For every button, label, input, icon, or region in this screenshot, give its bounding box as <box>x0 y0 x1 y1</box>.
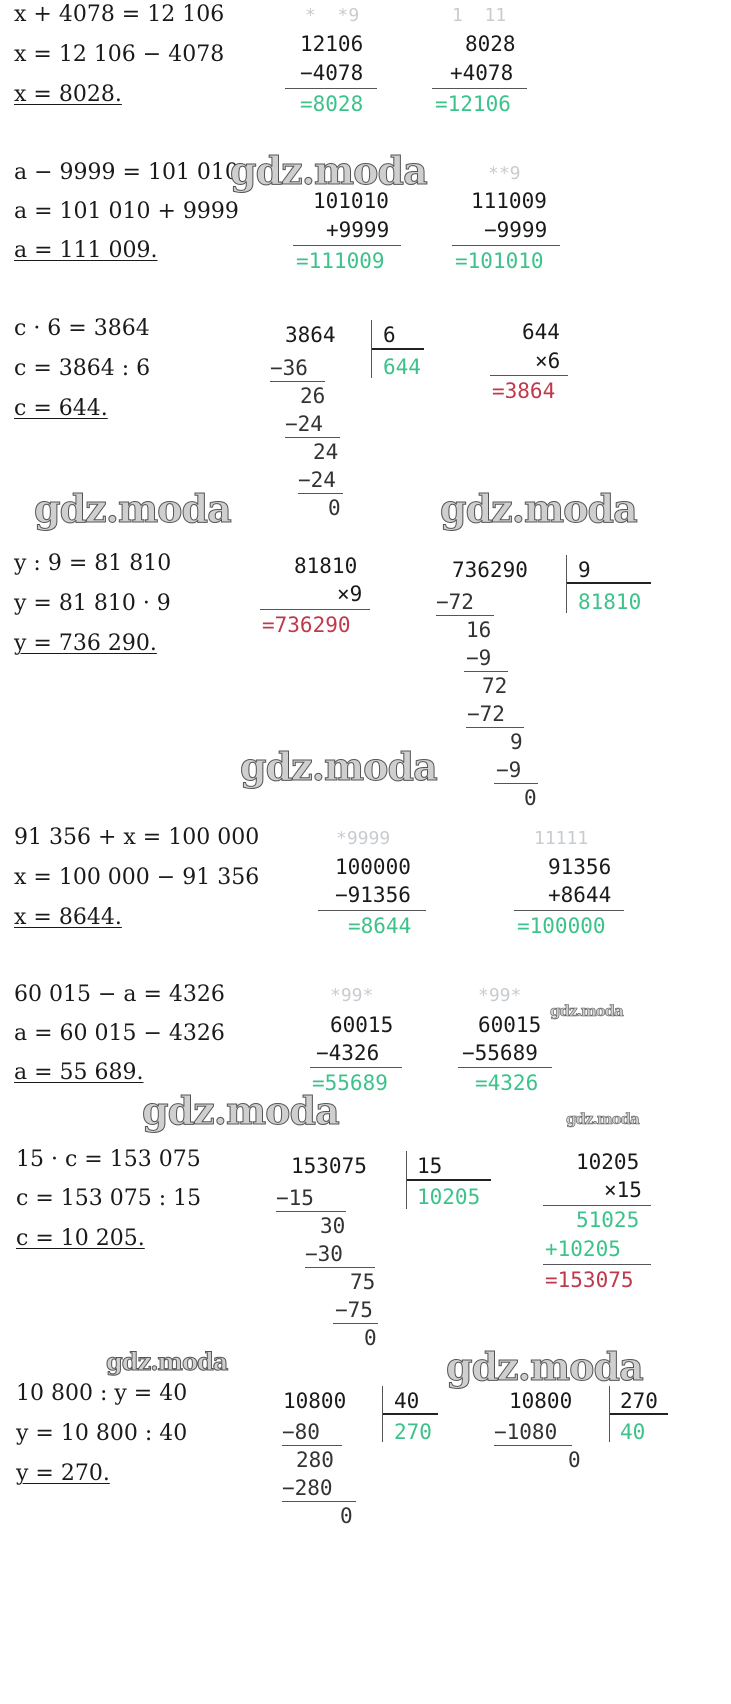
dividend: 153075 <box>291 1154 367 1178</box>
operand: 60015 <box>478 1013 542 1037</box>
dividend: 3864 <box>285 323 336 347</box>
watermark-logo: gdz.moda <box>566 1110 639 1128</box>
partial: −75 <box>335 1298 373 1322</box>
rule-line <box>318 910 426 911</box>
operand: 8028 <box>465 32 516 56</box>
rule-line <box>260 609 370 610</box>
partial: 24 <box>313 440 339 464</box>
partial: 0 <box>364 1326 377 1350</box>
partial: 0 <box>524 786 537 810</box>
rule-line <box>494 1445 572 1446</box>
operand: 644 <box>522 320 560 344</box>
partial: −9 <box>466 646 492 670</box>
partial-product: +10205 <box>545 1237 621 1261</box>
answer-line: a = 111 009. <box>14 238 158 263</box>
partial: 30 <box>320 1214 346 1238</box>
operand: 12106 <box>300 32 364 56</box>
answer-line: c = 10 205. <box>16 1226 145 1251</box>
partial: −15 <box>276 1186 314 1210</box>
operand: −4326 <box>316 1041 380 1065</box>
rule-line <box>432 88 527 89</box>
partial: −24 <box>285 412 323 436</box>
rule-line <box>466 727 524 728</box>
division-bar <box>566 555 567 613</box>
partial: 0 <box>340 1504 353 1528</box>
answer-line: c = 644. <box>14 396 108 421</box>
equation-line: a = 101 010 + 9999 <box>14 199 239 224</box>
watermark-logo: gdz.moda <box>34 486 231 531</box>
partial: 26 <box>300 384 326 408</box>
rule-line <box>276 1211 346 1212</box>
division-bar <box>610 1413 668 1415</box>
divisor: 40 <box>394 1389 420 1413</box>
watermark-logo: gdz.moda <box>446 1344 643 1389</box>
partial: −80 <box>282 1420 320 1444</box>
check-result: =736290 <box>262 613 351 637</box>
division-bar <box>383 1413 438 1415</box>
carry-marks: *99* <box>330 985 374 1006</box>
divisor: 6 <box>383 323 396 347</box>
equation-line: c · 6 = 3864 <box>14 316 150 341</box>
partial: 9 <box>510 730 523 754</box>
equation-line: y = 10 800 : 40 <box>16 1421 188 1446</box>
equation-line: y : 9 = 81 810 <box>14 551 172 576</box>
partial: −30 <box>305 1242 343 1266</box>
equation-line: a − 9999 = 101 010 <box>14 160 239 185</box>
rule-line <box>458 1067 552 1068</box>
division-bar <box>567 582 651 584</box>
check-result: =153075 <box>545 1268 634 1292</box>
result: =12106 <box>435 92 511 116</box>
watermark-logo: gdz.moda <box>230 148 427 193</box>
carry-marks: 11111 <box>534 828 589 849</box>
rule-line <box>285 88 377 89</box>
operand: 91356 <box>548 855 612 879</box>
rule-line <box>270 381 325 382</box>
carry-marks: *9999 <box>336 828 391 849</box>
result: =101010 <box>455 249 544 273</box>
operand: −4078 <box>300 61 364 85</box>
rule-line <box>543 1264 651 1265</box>
divisor: 9 <box>578 558 591 582</box>
answer-line: y = 270. <box>16 1461 110 1486</box>
watermark-logo: gdz.moda <box>106 1347 228 1376</box>
partial-product: 51025 <box>576 1208 640 1232</box>
equation-line: 91 356 + x = 100 000 <box>14 825 260 850</box>
partial: 75 <box>350 1270 376 1294</box>
rule-line <box>464 671 508 672</box>
result: =55689 <box>312 1071 388 1095</box>
result: =8028 <box>300 92 364 116</box>
operand: ×6 <box>535 349 561 373</box>
watermark-logo: gdz.moda <box>142 1088 339 1133</box>
check-result: =3864 <box>492 379 556 403</box>
divisor: 270 <box>620 1389 658 1413</box>
partial: −36 <box>270 356 308 380</box>
partial: 72 <box>482 674 508 698</box>
partial: −24 <box>298 468 336 492</box>
operand: ×9 <box>337 582 363 606</box>
divisor: 15 <box>417 1154 443 1178</box>
rule-line <box>452 245 560 246</box>
operand: +8644 <box>548 883 612 907</box>
partial: −72 <box>467 702 505 726</box>
rule-line <box>282 1445 342 1446</box>
equation-line: 10 800 : y = 40 <box>16 1381 188 1406</box>
operand: 100000 <box>335 855 411 879</box>
result: =8644 <box>348 914 412 938</box>
answer-line: x = 8644. <box>14 905 122 930</box>
operand: 10205 <box>576 1150 640 1174</box>
partial: −72 <box>436 590 474 614</box>
watermark-logo: gdz.moda <box>240 744 437 789</box>
watermark-logo: gdz.moda <box>550 1002 623 1020</box>
equation-line: c = 153 075 : 15 <box>16 1186 202 1211</box>
operand: −9999 <box>484 218 548 242</box>
answer-line: y = 736 290. <box>14 631 157 656</box>
equation-line: a = 60 015 − 4326 <box>14 1021 225 1046</box>
quotient: 40 <box>620 1420 646 1444</box>
rule-line <box>293 245 401 246</box>
rule-line <box>543 1205 651 1206</box>
operand: −91356 <box>335 883 411 907</box>
quotient: 81810 <box>578 590 642 614</box>
rule-line <box>514 910 624 911</box>
rule-line <box>310 1067 402 1068</box>
rule-line <box>494 783 538 784</box>
result: =100000 <box>517 914 606 938</box>
partial: −1080 <box>494 1420 558 1444</box>
dividend: 10800 <box>509 1389 573 1413</box>
operand: 101010 <box>313 189 389 213</box>
operand: 111009 <box>471 189 547 213</box>
operand: 60015 <box>330 1013 394 1037</box>
division-bar <box>372 348 424 350</box>
partial: 16 <box>466 618 492 642</box>
equation-line: c = 3864 : 6 <box>14 356 151 381</box>
rule-line <box>282 1501 356 1502</box>
partial: −9 <box>496 758 522 782</box>
equation-line: y = 81 810 · 9 <box>14 591 171 616</box>
partial: 0 <box>328 496 341 520</box>
quotient: 10205 <box>417 1185 481 1209</box>
quotient: 270 <box>394 1420 432 1444</box>
partial: 0 <box>568 1448 581 1472</box>
rule-line <box>285 437 340 438</box>
operand: +4078 <box>450 61 514 85</box>
dividend: 736290 <box>452 558 528 582</box>
carry-marks: * *9 <box>305 5 360 26</box>
rule-line <box>305 1267 375 1268</box>
operand: ×15 <box>604 1178 642 1202</box>
equation-line: 60 015 − a = 4326 <box>14 982 225 1007</box>
carry-marks: 1 11 <box>452 5 507 26</box>
partial: 280 <box>296 1448 334 1472</box>
equation-line: x = 100 000 − 91 356 <box>14 865 260 890</box>
rule-line <box>490 375 568 376</box>
carry-marks: *99* <box>478 985 522 1006</box>
rule-line <box>436 615 494 616</box>
answer-line: a = 55 689. <box>14 1060 144 1085</box>
operand: +9999 <box>326 218 390 242</box>
rule-line <box>333 1323 378 1324</box>
quotient: 644 <box>383 355 421 379</box>
partial: −280 <box>282 1476 333 1500</box>
division-bar <box>407 1179 491 1181</box>
rule-line <box>298 493 343 494</box>
result: =4326 <box>475 1071 539 1095</box>
watermark-logo: gdz.moda <box>440 486 637 531</box>
operand: 81810 <box>294 554 358 578</box>
carry-marks: **9 <box>488 163 521 184</box>
equation-line: x + 4078 = 12 106 <box>14 2 225 27</box>
equation-line: 15 · c = 153 075 <box>16 1147 201 1172</box>
dividend: 10800 <box>283 1389 347 1413</box>
operand: −55689 <box>462 1041 538 1065</box>
result: =111009 <box>296 249 385 273</box>
answer-line: x = 8028. <box>14 82 122 107</box>
equation-line: x = 12 106 − 4078 <box>14 42 225 67</box>
